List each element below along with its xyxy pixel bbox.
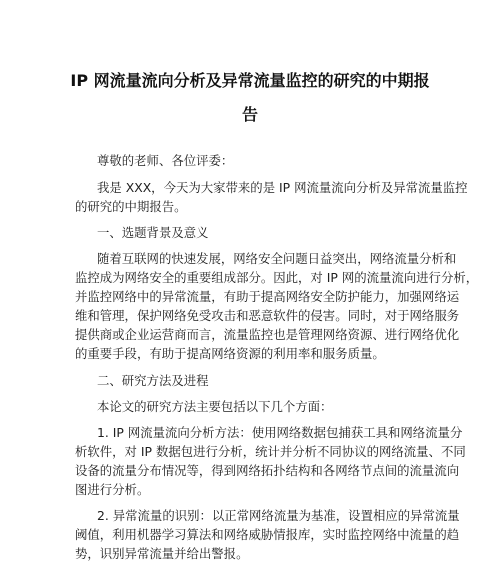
item-1-line: 设备的流量分布情况等，得到网络拓扑结构和各网络节点间的流量流向	[75, 463, 460, 478]
document-title-line-2: 告	[241, 105, 258, 124]
item-2-line: 势，识别异常流量并给出警报。	[75, 546, 249, 561]
section-1-line: 随着互联网的快速发展，网络安全问题日益突出，网络流量分析和	[97, 251, 457, 266]
item-1-line: 析软件，对 IP 数据包进行分析，统计并分析不同协议的网络流量、不同	[75, 444, 466, 459]
item-1-line: 1. IP 网流量流向分析方法：使用网络数据包捕获工具和网络流量分	[97, 425, 463, 440]
intro-line: 我是 XXX，今天为大家带来的是 IP 网流量流向分析及异常流量监控	[97, 180, 468, 195]
salutation: 尊敬的老师、各位评委：	[97, 153, 234, 168]
section-1-line: 提供商或企业运营商而言，流量监控也是管理网络资源、进行网络优化	[75, 327, 460, 342]
section-1-line: 的重要手段，有助于提高网络资源的利用率和服务质量。	[75, 346, 385, 361]
section-2-intro: 本论文的研究方法主要包括以下几个方面：	[97, 399, 333, 414]
section-1-line: 并监控网络中的异常流量，有助于提高网络安全防护能力，加强网络运	[75, 289, 460, 304]
section-1-line: 维和管理，保护网络免受攻击和恶意软件的侵害。同时，对于网络服务	[75, 308, 460, 323]
section-1-heading: 一、选题背景及意义	[97, 225, 209, 240]
section-1-line: 监控成为网络安全的重要组成部分。因此，对 IP 网的流量流向进行分析，	[75, 270, 479, 285]
item-2-line: 阈值，利用机器学习算法和网络威胁情报库，实时监控网络中流量的趋	[75, 527, 460, 542]
section-2-heading: 二、研究方法及进程	[97, 373, 209, 388]
item-1-line: 图进行分析。	[75, 482, 150, 497]
item-2-line: 2. 异常流量的识别：以正常网络流量为基准，设置相应的异常流量	[97, 508, 460, 523]
document-title-line-1: IP 网流量流向分析及异常流量监控的研究的中期报	[70, 71, 430, 90]
intro-line: 的研究的中期报告。	[75, 199, 187, 214]
